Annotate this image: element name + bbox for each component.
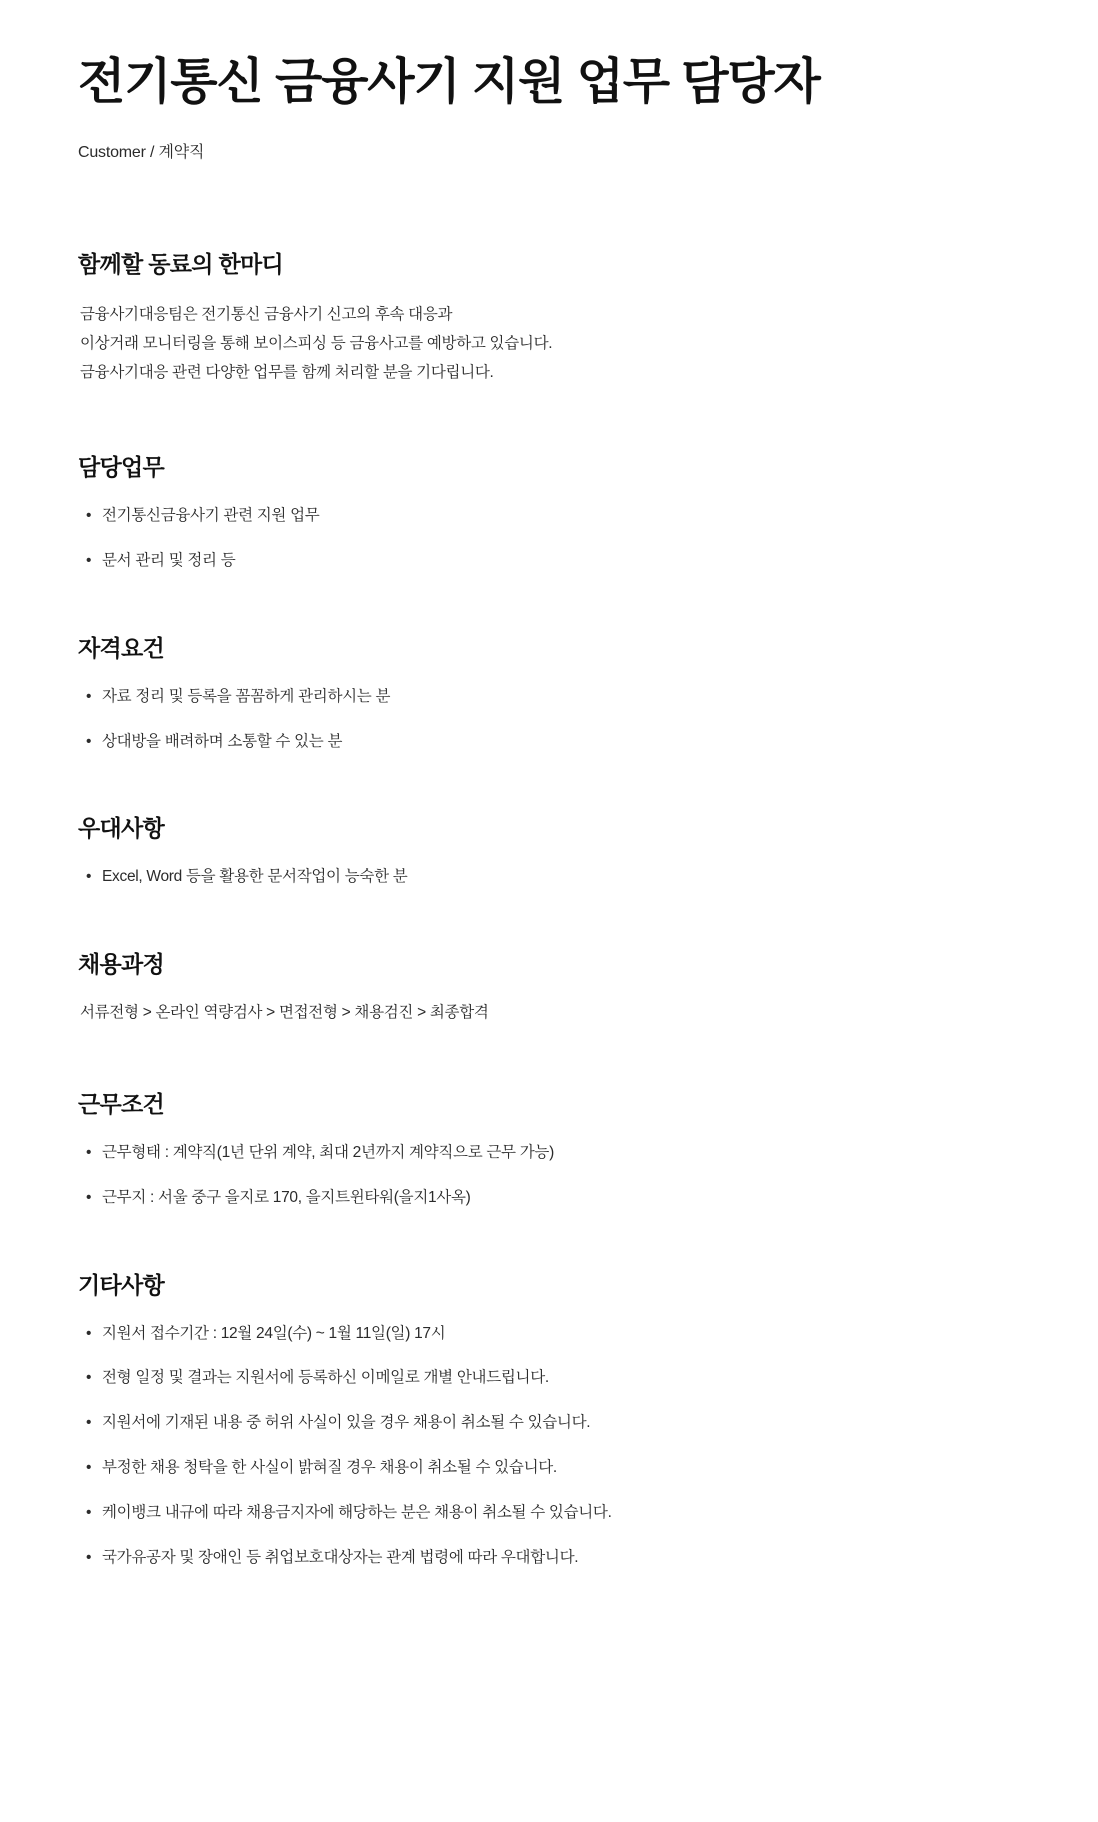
- etc-list: [78, 1322, 1020, 1571]
- list-item: • 자료 정리 및 등록을 꼼꼼하게 관리하시는 분: [86, 685, 1020, 710]
- list-item: • 전형 일정 및 결과는 지원서에 등록하신 이메일로 개별 안내드립니다.: [86, 1366, 1020, 1391]
- list-item: • 상대방을 배려하며 소통할 수 있는 분: [86, 730, 1020, 755]
- list-item: • 케이뱅크 내규에 따라 채용금지자에 해당하는 분은 채용이 취소될 수 있습니다.: [86, 1501, 1020, 1526]
- list-item: • 국가유공자 및 장애인 등 취업보호대상자는 관계 법령에 따라 우대합니다.: [86, 1546, 1020, 1571]
- section-process: [78, 946, 1020, 1026]
- section-qualifications-heading: 자격요건: [78, 634, 165, 661]
- section-duties-heading: 담당업무: [78, 454, 165, 481]
- section-conditions-heading: 근무조건: [78, 1091, 165, 1118]
- list-item: • 부정한 채용 청탁을 한 사실이 밝혀질 경우 채용이 취소될 수 있습니다.: [86, 1456, 1020, 1481]
- list-item: • 전기통신금융사기 관련 지원 업무: [86, 504, 1020, 529]
- section-intro-heading: 함께할 동료의 한마디: [78, 251, 284, 278]
- qualifications-list: [78, 685, 1020, 755]
- preferred-list: [78, 865, 1020, 890]
- section-preferred: [78, 810, 1020, 890]
- intro-line: 금융사기대응 관련 다양한 업무를 함께 처리할 분을 기다립니다.: [80, 363, 494, 381]
- list-item: • 근무형태 : 계약직(1년 단위 계약, 최대 2년까지 계약직으로 근무 가능): [86, 1141, 1020, 1166]
- conditions-list: [78, 1141, 1020, 1211]
- section-etc: [78, 1267, 1020, 1571]
- section-intro: [78, 246, 1020, 387]
- page-title: 전기통신 금융사기 지원 업무 담당자: [78, 55, 820, 109]
- duties-list: [78, 504, 1020, 574]
- section-duties: [78, 449, 1020, 574]
- section-conditions: [78, 1086, 1020, 1211]
- intro-line: 이상거래 모니터링을 통해 보이스피싱 등 금융사고를 예방하고 있습니다.: [80, 334, 553, 352]
- intro-line: 금융사기대응팀은 전기통신 금융사기 신고의 후속 대응과: [80, 306, 453, 324]
- list-item: • Excel, Word 등을 활용한 문서작업이 능숙한 분: [86, 865, 1020, 890]
- list-item: • 지원서에 기재된 내용 중 허위 사실이 있을 경우 채용이 취소될 수 있습니다.: [86, 1411, 1020, 1436]
- process-steps-text: 서류전형 > 온라인 역량검사 > 면접전형 > 채용검진 > 최종합격: [80, 1004, 489, 1022]
- list-item: • 문서 관리 및 정리 등: [86, 549, 1020, 574]
- section-intro-body: [78, 301, 1020, 387]
- section-etc-heading: 기타사항: [78, 1271, 165, 1298]
- section-qualifications: [78, 630, 1020, 755]
- section-process-heading: 채용과정: [78, 951, 165, 978]
- list-item: • 근무지 : 서울 중구 을지로 170, 을지트윈타워(을지1사옥): [86, 1186, 1020, 1211]
- job-category-subtitle: Customer / 계약직: [78, 144, 205, 162]
- list-item: • 지원서 접수기간 : 12월 24일(수) ~ 1월 11일(일) 17시: [86, 1322, 1020, 1347]
- section-preferred-heading: 우대사항: [78, 815, 165, 842]
